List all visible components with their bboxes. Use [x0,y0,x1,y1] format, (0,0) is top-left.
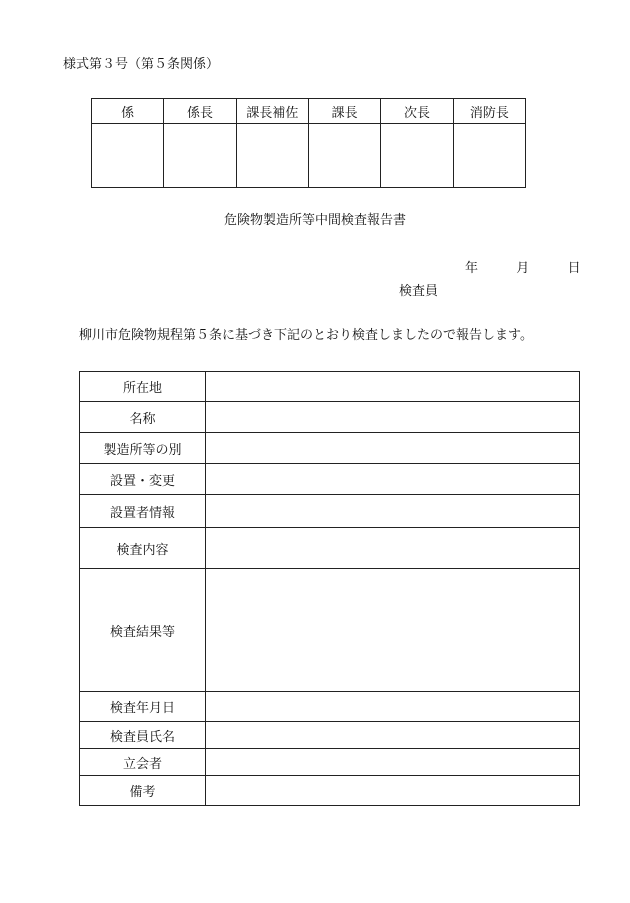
table-row [80,569,580,692]
table-row [80,433,580,464]
stamp-box-staff [92,124,164,188]
row-label-name: 名称 [80,402,206,433]
row-value-inspection-results[interactable] [206,569,580,692]
document-title: 危険物製造所等中間検査報告書 [223,213,406,228]
table-row [80,528,580,569]
row-value-location[interactable] [206,372,580,402]
row-value-witness[interactable] [206,749,580,776]
row-label-remarks: 備考 [80,776,206,806]
row-label-installer-info: 設置者情報 [80,495,206,528]
stamp-box-chief [164,124,236,188]
table-row [80,722,580,749]
row-value-name[interactable] [206,402,580,433]
table-row [80,402,580,433]
table-row [80,464,580,495]
row-label-inspection-date: 検査年月日 [80,692,206,722]
row-value-facility-type[interactable] [206,433,580,464]
row-value-install-change[interactable] [206,464,580,495]
table-row [80,495,580,528]
day-label: 日 [567,261,581,276]
row-label-location: 所在地 [80,372,206,402]
report-statement: 柳川市危険物規程第５条に基づき下記のとおり検査しましたので報告します。 [79,328,533,343]
approval-stamp-row [92,124,526,188]
approval-header-manager: 課長 [308,99,380,124]
approval-header-deputy-director: 次長 [381,99,453,124]
year-label: 年 [465,261,479,276]
row-value-installer-info[interactable] [206,495,580,528]
row-value-inspection-date[interactable] [206,692,580,722]
approval-stamp-table [91,98,526,188]
table-row [80,749,580,776]
row-label-inspection-results: 検査結果等 [80,569,206,692]
date-line [465,260,581,278]
row-label-inspection-content: 検査内容 [80,528,206,569]
approval-header-chief: 係長 [164,99,236,124]
approval-header-staff: 係 [92,99,164,124]
approval-header-row [92,99,526,124]
inspector-label: 検査員 [399,284,439,299]
stamp-box-fire-chief [453,124,525,188]
row-value-remarks[interactable] [206,776,580,806]
form-number: 様式第３号（第５条関係） [63,57,220,72]
row-label-witness: 立会者 [80,749,206,776]
inspection-report-table [79,371,580,806]
table-row [80,372,580,402]
approval-header-assistant-manager: 課長補佐 [236,99,308,124]
stamp-box-deputy-director [381,124,453,188]
row-value-inspector-name[interactable] [206,722,580,749]
table-row [80,776,580,806]
table-row [80,692,580,722]
approval-header-fire-chief: 消防長 [453,99,525,124]
row-value-inspection-content[interactable] [206,528,580,569]
stamp-box-assistant-manager [236,124,308,188]
stamp-box-manager [308,124,380,188]
row-label-inspector-name: 検査員氏名 [80,722,206,749]
row-label-install-change: 設置・変更 [80,464,206,495]
row-label-facility-type: 製造所等の別 [80,433,206,464]
month-label: 月 [516,261,530,276]
